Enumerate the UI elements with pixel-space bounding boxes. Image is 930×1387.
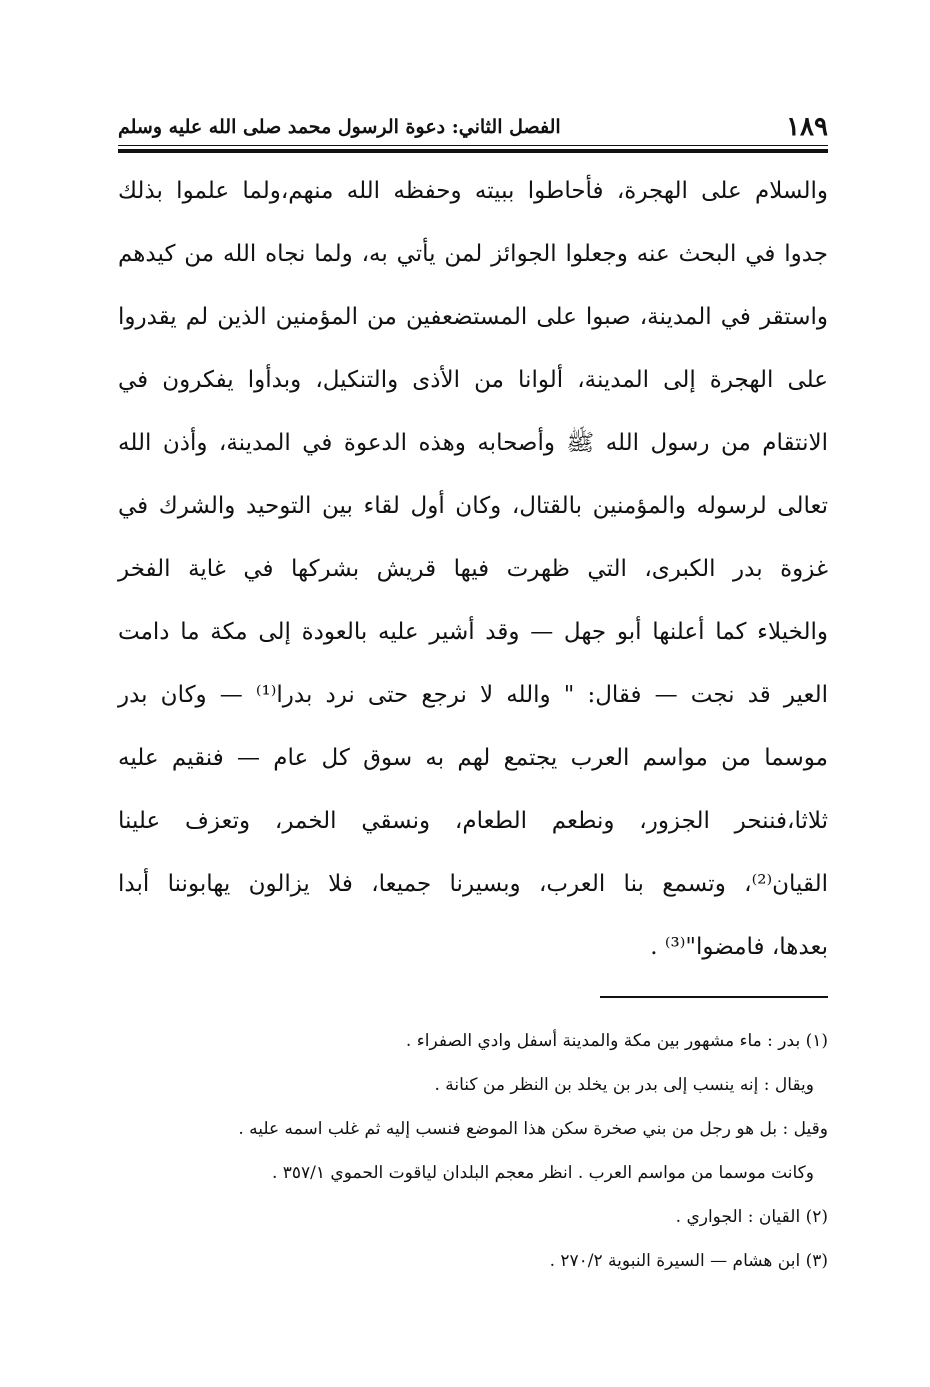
- body-line: والخيلاء كما أعلنها أبو جهل — وقد أشير عليه بالعودة إلى مكة ما دامت: [118, 619, 828, 645]
- header-rule-thick: [118, 149, 828, 153]
- footnote-1-continued: وكانت موسما من مواسم العرب . انظر معجم البلدان لياقوت الحموي ٣٥٧/١ .: [271, 1163, 814, 1183]
- body-line: جدوا في البحث عنه وجعلوا الجوائز لمن يأتي به، ولما نجاه الله من كيدهم: [118, 241, 828, 267]
- header-rule-thin: [118, 145, 828, 146]
- footnote-1: (١) بدر : ماء مشهور بين مكة والمدينة أسفل وادي الصفراء .: [405, 1031, 828, 1051]
- footnote-2: (٢) القيان : الجواري .: [675, 1207, 828, 1227]
- footnote-1-continued: وقيل : بل هو رجل من بني صخرة سكن هذا الموضع فنسب إليه ثم غلب اسمه عليه .: [238, 1119, 828, 1139]
- body-line: الانتقام من رسول الله ﷺ وأصحابه وهذه الدعوة في المدينة، وأذن الله: [118, 430, 828, 456]
- footnote-1-continued: ويقال : إنه ينسب إلى بدر بن يخلد بن النظر من كنانة .: [434, 1075, 814, 1095]
- body-line: ثلاثا،فننحر الجزور، ونطعم الطعام، ونسقي الخمر، وتعزف علينا: [118, 808, 828, 834]
- body-line: بعدها، فامضوا"⁽³⁾ .: [650, 934, 828, 960]
- body-line: والسلام على الهجرة، فأحاطوا ببيته وحفظه الله منهم،ولما علموا بذلك: [118, 178, 828, 204]
- chapter-title: الفصل الثاني: دعوة الرسول محمد صلى الله عليه وسلم: [118, 116, 561, 138]
- body-line: تعالى لرسوله والمؤمنين بالقتال، وكان أول لقاء بين التوحيد والشرك في: [118, 493, 828, 519]
- footnotes: [118, 1019, 828, 1283]
- footnote-separator: [600, 996, 828, 998]
- page-header: [118, 112, 828, 142]
- body-line: على الهجرة إلى المدينة، ألوانا من الأذى والتنكيل، وبدأوا يفكرون في: [118, 367, 828, 393]
- body-line: غزوة بدر الكبرى، التي ظهرت فيها قريش بشركها في غاية الفخر: [118, 556, 828, 582]
- body-line: واستقر في المدينة، صبوا على المستضعفين من المؤمنين الذين لم يقدروا: [118, 304, 828, 330]
- body-line: القيان⁽²⁾، وتسمع بنا العرب، وبسيرنا جميعا، فلا يزالون يهابوننا أبدا: [118, 871, 828, 897]
- body-text: [118, 160, 828, 979]
- footnote-3: (٣) ابن هشام — السيرة النبوية ٢٧٠/٢ .: [549, 1251, 828, 1271]
- body-line: موسما من مواسم العرب يجتمع لهم به سوق كل عام — فنقيم عليه: [118, 745, 828, 771]
- body-line: العير قد نجت — فقال: " والله لا نرجع حتى نرد بدرا⁽¹⁾ — وكان بدر: [118, 682, 828, 708]
- page-number: ١٨٩: [786, 112, 828, 142]
